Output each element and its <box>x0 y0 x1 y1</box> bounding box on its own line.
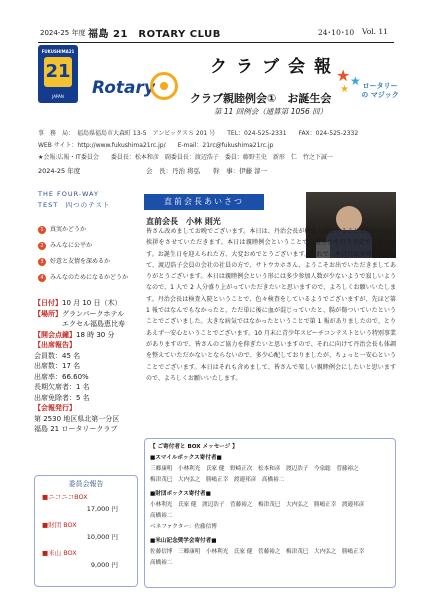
officers-bar <box>38 164 394 177</box>
item-number: 1 <box>38 226 46 234</box>
fourway-item <box>38 256 110 266</box>
badge-top-text: FUKUSHIMA21 <box>41 49 75 54</box>
donation-amount: 10,000 円 <box>86 533 118 541</box>
donation-amount: 17,000 円 <box>86 505 118 513</box>
greeter-name: 直前会長 小林 則光 <box>146 217 221 226</box>
header-divider <box>38 42 394 43</box>
rotary-wheel-icon <box>150 72 178 100</box>
item-text: みんなに公平か <box>50 242 93 249</box>
club-name: 福島 21 ROTARY CLUB <box>88 29 221 40</box>
attendance-rate: 出席率：66.60% <box>34 372 89 381</box>
makeup-label: 【会報発行】 <box>34 404 76 412</box>
donation-label: ■財団 BOX <box>42 521 77 529</box>
attendance-header <box>34 340 125 351</box>
fourway-item <box>38 224 86 234</box>
donor-line: 三郷康明 小林利光 氏家 健 野崎正次 松本和彦 渡辺浩子 今泉聡 菅藤裕之 <box>150 466 359 472</box>
page-title: クラブ会報 <box>210 57 340 77</box>
donation-title: 委員会報告 <box>68 480 104 488</box>
meeting-info <box>34 298 125 435</box>
item-text: 好意と友情を深めるか <box>50 258 111 265</box>
donation-item <box>42 548 77 557</box>
item-number: 2 <box>38 242 46 250</box>
date-label: 【日付】 <box>34 299 62 307</box>
exempt-count: 出席免除者：5 名 <box>34 393 90 402</box>
members-count: 会員数：45 名 <box>34 351 81 360</box>
donor-line: 小林利光 氏家 健 渡辺浩子 菅藤裕之 梅津茂巳 大内弘之 勝嶋正幸 渡邉邦彦 <box>150 502 365 508</box>
donation-item <box>42 520 77 529</box>
badge-number: 21 <box>44 57 72 87</box>
donor-group-title: ■スマイルボックス寄付者■ <box>150 455 222 461</box>
fourway-item <box>38 240 92 250</box>
place-row-2 <box>34 319 125 330</box>
long-absence-count: 長期欠席者：1 名 <box>34 383 90 391</box>
date-value: 10 月 10 日（木） <box>62 299 122 307</box>
badge-bottom-text: JAPAN <box>52 94 64 99</box>
time-label: 【開会点鐘】 <box>34 330 76 339</box>
place-value: グランパークホテル <box>62 309 125 318</box>
item-number: 4 <box>38 274 46 282</box>
donation-amount: 9,000 円 <box>90 561 118 569</box>
donor-line: 佐藤信博 三郷康明 小林利光 氏家 健 菅藤裕之 梅津茂巳 大内弘之 勝嶋正幸 <box>150 549 365 555</box>
office-address: 事 務 局： 福島県福島市大森町 13-5 アンビックスＳ 201 号 TEL：024-525-2331 FAX：024-525-2332 <box>38 130 359 137</box>
theme-year: 2024-25 年度 <box>38 167 81 175</box>
item-number: 3 <box>38 258 46 266</box>
fourway-item <box>38 272 128 282</box>
donation-label: ■ニコニコBOX <box>42 493 88 501</box>
place-row <box>34 309 125 320</box>
date-row <box>34 298 125 309</box>
makeup-header <box>34 403 125 414</box>
donor-box-header: 【 ご寄付者と BOX メッセージ 】 <box>150 444 238 450</box>
meeting-title: クラブ親睦例会① お誕生会 <box>190 92 332 105</box>
donor-line: 高橋裕二 <box>150 560 173 566</box>
fourway-title-line2: TEST 四つのテスト <box>38 201 111 209</box>
issue-date: 24･10･10 <box>318 28 355 37</box>
magic-text: ロータリーの マジック <box>361 82 399 99</box>
present-count: 出席数：17 名 <box>34 362 81 370</box>
donor-line: 高橋裕二 <box>150 513 173 519</box>
donor-group-title: ■財団ボックス寄付者■ <box>150 491 211 497</box>
greeting-speech: 皆さん改めましてお晩でございます。本日は、丹治会長が検査入院ということで代わりにご挨拶をさせていただきます。本日は親睦例会ということでお誕生会を行う予定でございます。お誕生日を迎えられた方、大変おめでとうございます。それで、本日のお客様としまして、渡辺浩子会員の会社の社員の方で、サトウカホさん、ようこそお出でいただきましてありがとうございます。本日は親睦例会という形には多少参加人数が少ないようで寂しいようなので、1 人で 2 人分盛り上がっていただきたいと思いますので、よろしくお願いいたします。丹治会長は検査入院ということで、色々検査をしているようでございますが、先ほど第 1 報ではなんでもなかったと、ただ単に後に血が混じっていたと、腸が傷ついていたということでございました。大きな病気ではなかったということで第 1 報がありましたので、とりあえず一安心ということでございます。10 月末に青少年スピーチコンテストという特別事業がありますので、皆さんのご協力を仰ぎたいと思いますので、それに向けて丹治会長も体調を整えていただかないとならないので、多少心配しておりましたが、ちょっと一安心ということでございます。本日はそれも含めまして、皆さんで楽しい親睦例会にしたいと思いますので、よろしくお願いいたします。 <box>146 228 396 382</box>
rotary-magic-logo <box>336 66 398 108</box>
web-contact: WEB サイト：http://www.fukushima21rc.jp/ E-mail：21rc@fukushima21rc.jp <box>38 142 274 149</box>
rotary-wordmark: Rotary <box>92 78 155 98</box>
donor-group-title: ■米山記念奨学会寄付者■ <box>150 538 217 544</box>
season-label: 2024-25 年度 <box>40 29 86 37</box>
greeting-banner: 直前会長あいさつ <box>144 194 264 210</box>
place-value-2: エクセル福島恵比寿 <box>62 320 125 328</box>
donor-line: ベネファクター：佐藤信博 <box>150 524 217 530</box>
donation-label: ■米山 BOX <box>42 549 77 557</box>
time-value: 18 時 30 分 <box>76 330 115 339</box>
officers-names: 会 長：丹治 将弘 幹 事：伊藤 淳一 <box>146 167 268 175</box>
meeting-number: 第 11 回例会（通算第 1056 回） <box>214 107 328 116</box>
item-text: 真実かどうか <box>50 226 87 233</box>
place-label: 【場所】 <box>34 309 62 318</box>
club-logo <box>38 45 78 103</box>
time-row <box>34 330 125 341</box>
attendance-label: 【出席報告】 <box>34 341 76 349</box>
star-icon: ★ <box>336 66 351 85</box>
fourway-test-title <box>38 189 110 211</box>
item-text: みんなのためになるかどうか <box>50 274 129 281</box>
issue-volume: Vol. 11 <box>362 27 388 36</box>
star-icon: ★ <box>350 74 361 88</box>
newsletter-header <box>0 24 424 40</box>
donor-line: 梅津茂巳 大内弘之 勝嶋正幸 渡邉邦彦 高橋裕二 <box>150 477 285 483</box>
makeup-line2: 福島 21 ロータリークラブ <box>34 425 118 433</box>
donation-item <box>42 492 88 501</box>
fourway-title-line1: THE FOUR-WAY <box>38 190 99 198</box>
makeup-line1: 第 2530 地区県北第一分区 <box>34 414 120 423</box>
star-icon: ★ <box>340 84 349 95</box>
committee-credits: ★会報:広報・IT委員会 委員長：松本和彦 副委員長：渡辺浩子 委員：藤野圭史 新形 仁 竹之下誠一 <box>38 154 333 161</box>
